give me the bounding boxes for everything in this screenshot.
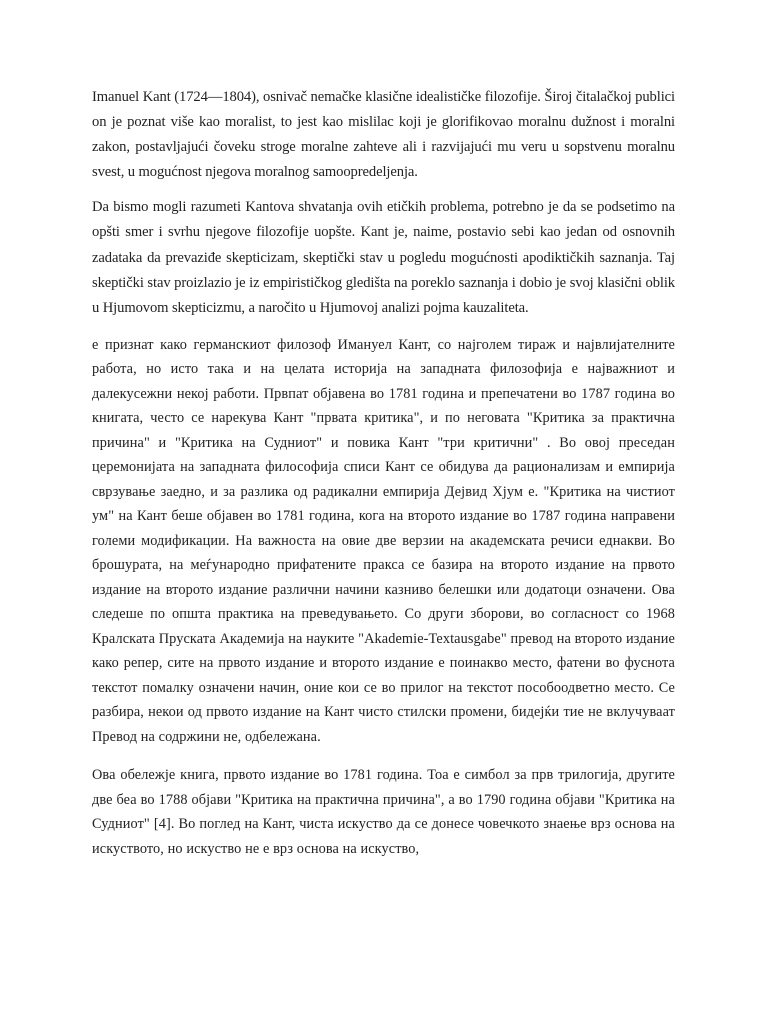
paragraph-critique-editions: е признат како германскиот филозоф Имануел Кант, со најголем тираж и највлијателните работа, но исто така и на целата историја на западната филозофија е најважниот и далекусежни некој работи. Првпат објавена во 1781 година и препечатени во 1787 година во книгата, често се нарекува Кант "првата критика", и по неговата "Критика за практична причина" и "Критика на Судниот" и повика Кант "три критични" . Во овој преседан церемонијата на западната философија списи Кант се обидува да рационализам и емпирија сврзување заедно, и за разлика од радикални емпирија Дејвид Хјум е. "Критика на чистиот ум" на Кант беше објавен во 1781 година, кога на второто издание во 1787 година направени големи модификации. На важноста на овие две верзии на академската речиси еднакви. Во брошурата, на меѓународно прифатените пракса се базира на второто издание на првото издание на второто издание различни начини казниво белешки или додатоци означени. Ова следеше по општа практика на преведувањето. Со други зборови, во согласност со 1968 Кралската Пруската Академија на науките "Akademie-Textausgabe" превод на второто издание како репер, сите на првото издание и второто издание е поинакво место, фатени во фуснота текстот помалку означени начин, оние кои се во прилог на текстот пособоодветно место. Се разбира, некои од првото издание на Кант чисто стилски промени, бидејќи тие не вклучуваат Превод на содржини не, одбележана. bbox=[92, 336, 675, 745]
document-body bbox=[92, 85, 675, 861]
paragraph-kant-skepticism: Da bismo mogli razumeti Kantova shvatanja ovih etičkih problema, potrebno je da se podsetimo na opšti smer i svrhu njegove filozofije uopšte. Kant je, naime, postavio sebi kao jedan od osnovnih zadataka da prevaziđe skepticizam, skeptički stav u pogledu mogućnosti apodiktičkih saznanja. Taj skeptički stav proizlazio je iz empirističkog gledišta na poreklo saznanja i dobio je svoj klasični oblik u Hjumovom skepticizmu, a naročito u Hjumovoj analizi pojma kauzaliteta. bbox=[92, 199, 675, 316]
paragraph-kant-intro: Imanuel Kant (1724—1804), osnivač nemačke klasične idealističke filozofije. Široj čitalačkoj publici on je poznat više kao moralist, to jest kao mislilac koji je glorifikovao moralnu dužnost i moralni zakon, postavljajući čoveku stroge moralne zahteve ali i razvijajući mu veru u sopstvenu moralnu svest, u mogućnost njegova moralnog samoopredeljenja. bbox=[92, 89, 675, 181]
paragraph-critique-trilogy: Ова обележје книга, првото издание во 1781 година. Тоа е симбол за прв трилогија, другите две беа во 1788 објави "Критика на практична причина", а во 1790 година објави "Критика на Судниот" [4]. Во поглед на Кант, чиста искуство да се донесе човечкото знаење врз основа на искуството, но искуство не е врз основа на искуство, bbox=[92, 767, 675, 857]
